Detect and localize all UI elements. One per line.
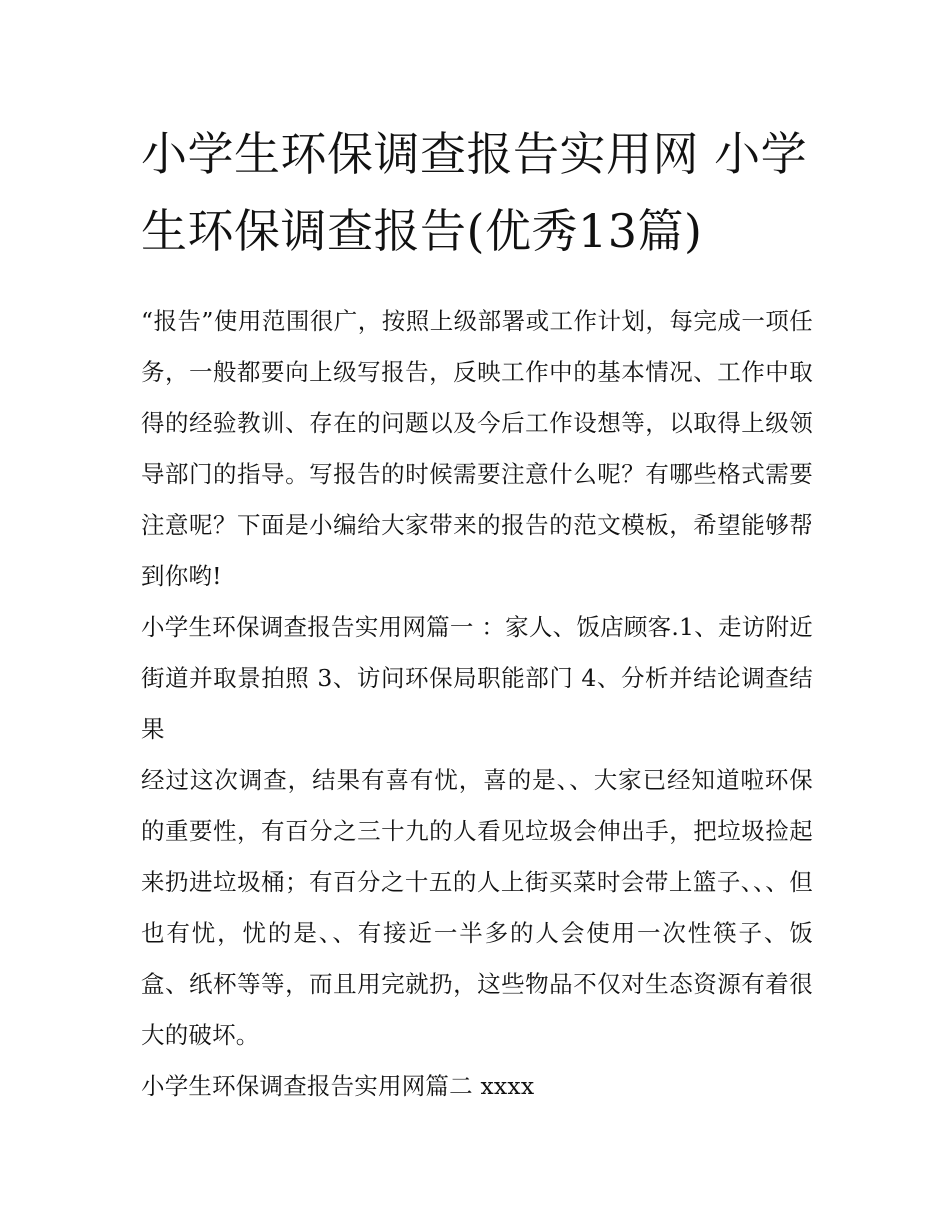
section-two-heading: 小学生环保调查报告实用网篇二 xxxx <box>141 1072 535 1100</box>
intro-paragraph: “报告”使用范围很广，按照上级部署或工作计划，每完成一项任务，一般都要向上级写报告，反映工作中的基本情况、工作中取得的经验教训、存在的问题以及今后工作设想等，以取得上级领导部门的指导。写报告的时候需要注意什么呢？有哪些格式需要注意呢？下面是小编给大家带来的报告的范文模板，希望能够帮到你哟! <box>141 307 813 590</box>
document-page <box>141 116 813 1112</box>
findings-paragraph: 经过这次调查，结果有喜有忧，喜的是、、大家已经知道啦环保的重要性，有百分之三十九的人看见垃圾会伸出手，把垃圾捡起来扔进垃圾桶；有百分之十五的人上街买菜时会带上篮子、、、但也有忧，忧的是、、有接近一半多的人会使用一次性筷子、饭盒、纸杯等等，而且用完就扔，这些物品不仅对生态资源有着很大的破坏。 <box>141 766 813 1049</box>
section-one-paragraph: 小学生环保调查报告实用网篇一 ：家人、饭店顾客.1、走访附近街道并取景拍照 3、访问环保局职能部门 4、分析并结论调查结果 <box>141 613 813 743</box>
document-title: 小学生环保调查报告实用网 小学生环保调查报告(优秀13篇) <box>141 127 808 258</box>
